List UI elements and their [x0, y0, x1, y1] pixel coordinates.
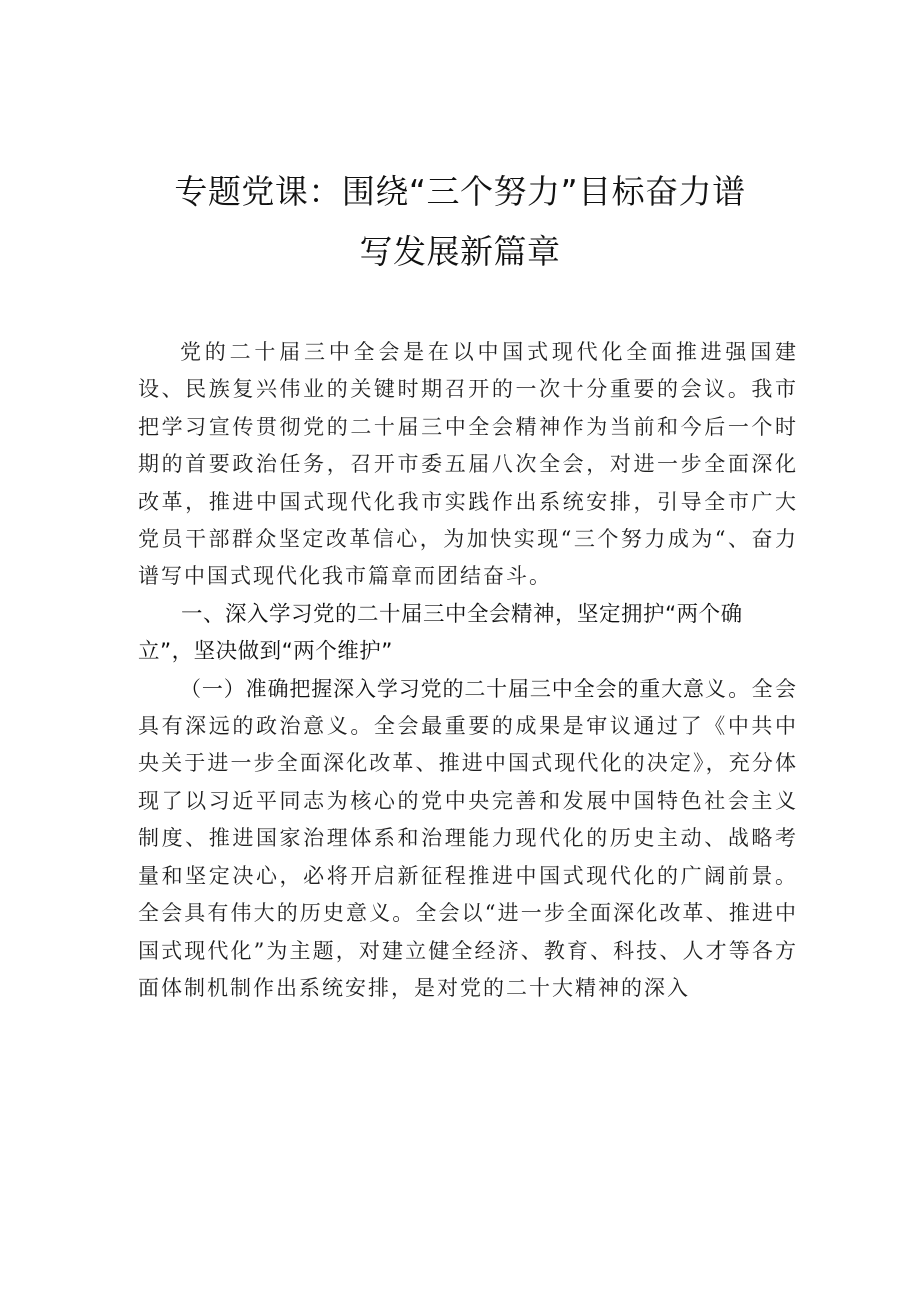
title-line-2: 写发展新篇章 [359, 232, 561, 271]
intro-paragraph: 党的二十届三中全会是在以中国式现代化全面推进强国建设、民族复兴伟业的关键时期召开的一次十分重要的会议。我市把学习宣传贯彻党的二十届三中全会精神作为当前和今后一个时期的首要政治任务，召开市委五届八次全会，对进一步全面深化改革，推进中国式现代化我市实践作出系统安排，引导全市广大党员干部群众坚定改革信心，为加快实现“三个努力成为“、奋力谱写中国式现代化我市篇章而团结奋斗。 [138, 340, 798, 589]
section-heading-1: 一、深入学习党的二十届三中全会精神，坚定拥护“两个确立”，坚决做到“两个维护” [138, 601, 743, 665]
subsection-paragraph-1 [138, 671, 798, 1008]
document-title [80, 162, 840, 282]
subsection-text-1: 义。全会具有深远的政治意义。全会最重要的成果是审议通过了《中共中央关于进一步全面深化改革、推进中国式现代化的决定》，充分体现了以习近平同志为核心的党中央完善和发展中国特色社会主义制度、推进国家治理体系和治理能力现代化的历史主动、战略考量和坚定决心，必将开启新征程推进中国式现代化的广阔前景。全会具有伟大的历史意义。全会以“进一步全面深化改革、推进中国式现代化”为主题，对建立健全经济、教育、科技、人才等各方面体制机制作出系统安排，是对党的二十大精神的深入 [138, 676, 799, 1000]
document-body [138, 334, 798, 1007]
subsection-heading-1: （一）准确把握深入学习党的二十届三中全会的重大意 [180, 676, 705, 701]
title-line-1: 专题党课：围绕“三个努力”目标奋力谱 [174, 172, 746, 211]
